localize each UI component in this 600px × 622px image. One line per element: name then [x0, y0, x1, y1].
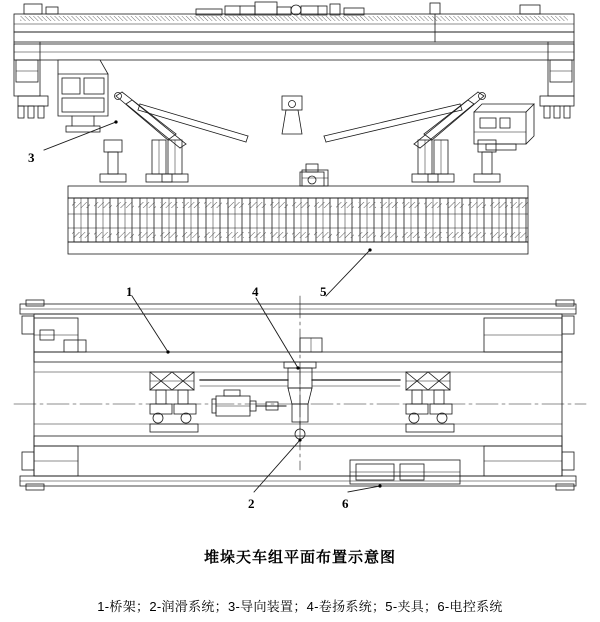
- plan-view: [14, 296, 586, 490]
- callout-1: 1: [126, 284, 133, 299]
- callout-4: 4: [252, 284, 259, 299]
- figure-legend: 1-桥架；2-润滑系统；3-导向装置；4-卷扬系统；5-夹具；6-电控系统: [97, 599, 503, 614]
- callout-2: 2: [248, 496, 255, 511]
- callout-6: 6: [342, 496, 349, 511]
- callout-leaders: [44, 122, 380, 492]
- figure-title: 堆垛天车组平面布置示意图: [203, 549, 396, 566]
- clamp-row: [72, 198, 90, 242]
- callout-5: 5: [320, 284, 327, 299]
- elevation-view: [14, 2, 574, 254]
- callout-3: 3: [28, 150, 35, 165]
